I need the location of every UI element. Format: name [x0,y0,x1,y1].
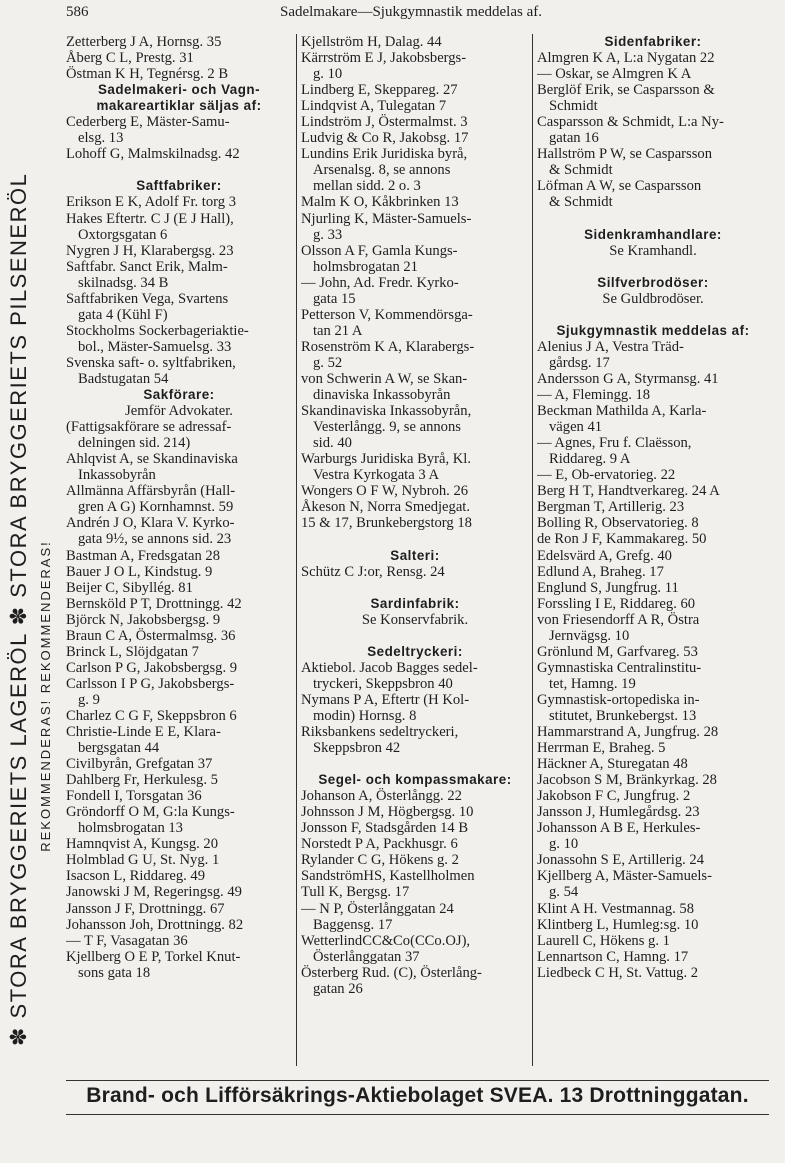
directory-line: Berg H T, Handtverkareg. 24 A [537,483,720,500]
directory-line: sid. 40 [313,435,352,452]
directory-line: — Agnes, Fru f. Claësson, [537,435,692,452]
side-advertisement: ✽ STORA BRYGGERIETS LAGERÖL ✽ STORA BRYGGERIETS PILSENERÖL [6,172,31,1046]
directory-line: Englund S, Jungfrug. 11 [537,579,679,596]
directory-line: Nymans P A, Eftertr (H Kol- [301,691,470,708]
directory-line: elsg. 13 [78,130,124,147]
directory-line: — Oskar, se Almgren K A [537,66,692,83]
section-heading: Segel- och kompassmakare: [318,772,512,788]
directory-line: Inkassobyrån [78,467,156,484]
directory-line: Berglöf Erik, se Casparsson & [537,82,715,99]
column-divider [532,34,533,1066]
directory-line: — T F, Vasagatan 36 [66,932,188,949]
directory-line: Hallström P W, se Casparsson [537,146,712,163]
directory-line: Tull K, Bergsg. 17 [301,884,410,901]
directory-line: Lundins Erik Juridiska byrå, [301,146,468,163]
directory-line: Christie-Linde E E, Klara- [66,724,221,741]
directory-line: Wongers O F W, Nybroh. 26 [301,483,469,500]
directory-line: Norstedt P A, Packhusgr. 6 [301,836,458,853]
directory-line: g. 10 [549,836,579,853]
directory-line: holmsbrogatan 13 [78,820,183,837]
directory-line: Johanson A, Österlångg. 22 [301,788,462,805]
directory-line [301,531,529,547]
directory-line: Löfman A W, se Casparsson [537,178,702,195]
directory-line: Saftfabr. Sanct Erik, Malm- [66,258,228,275]
directory-line: Jernvägsg. 10 [549,627,630,644]
directory-line: Casparsson & Schmidt, L:a Ny- [537,114,724,131]
directory-line: Baggensg. 17 [313,916,393,933]
directory-line: Se Konservfabrik. [361,611,469,628]
directory-line: Civilbyrån, Grefgatan 37 [66,756,213,773]
directory-line: Njurling K, Mäster-Samuels- [301,210,472,227]
page-title: Sadelmakare—Sjukgymnastik meddelas af. [279,4,543,20]
directory-line: Jonsson F, Stadsgården 14 B [301,820,469,837]
directory-column-left [66,34,292,1079]
directory-line: Se Kramhandl. [609,242,697,259]
directory-line: gata 9½, se annons sid. 23 [78,531,232,548]
directory-line: gatan 26 [313,980,363,997]
directory-line: Åberg C L, Prestg. 31 [66,50,194,67]
page-header [66,4,756,32]
directory-line: Forssling I E, Riddareg. 60 [537,595,696,612]
footer-rule-bottom [66,1114,769,1115]
directory-line: delningen sid. 214) [78,435,191,452]
directory-line: mellan sidd. 2 o. 3 [313,178,421,195]
directory-line: Björck N, Jakobsbergsg. 9 [66,611,221,628]
directory-line: 15 & 17, Brunkebergstorg 18 [301,515,472,532]
directory-line: Allmänna Affärsbyrån (Hall- [66,483,236,500]
section-heading: Sidenkramhandlare: [584,226,722,242]
directory-line: Kjellström H, Dalag. 44 [301,34,442,50]
directory-line: Bastman A, Fredsgatan 28 [66,547,221,564]
directory-line: Häckner A, Sturegatan 48 [537,756,688,773]
directory-line: Gröndorff O M, G:la Kungs- [66,804,235,821]
directory-line: Jonassohn S E, Artillerig. 24 [537,852,705,869]
directory-line [537,307,769,323]
directory-line: Schmidt [549,98,598,115]
directory-line: von Schwerin A W, se Skan- [301,370,468,387]
directory-line: Vesterlångg. 9, se annons [313,419,461,436]
directory-line: Kjellberg O E P, Torkel Knut- [66,948,241,965]
directory-line: Gymnastisk-ortopediska in- [537,691,700,708]
directory-line: gata 4 (Kühl F) [78,306,168,323]
directory-line: Skeppsbron 42 [313,740,401,757]
directory-line: Österlånggatan 37 [313,948,420,965]
directory-line: de Ron J F, Kammakareg. 50 [537,531,707,548]
directory-line: bergsgatan 44 [78,740,160,757]
directory-line: gata 15 [313,290,356,307]
directory-line: Beijer C, Sibyllég. 81 [66,579,193,596]
section-heading: Silfverbrodöser: [597,274,709,290]
directory-line: Edlund A, Braheg. 17 [537,563,664,580]
directory-line: Stockholms Sockerbageriaktie- [66,322,249,339]
directory-line: Svenska saft- o. syltfabriken, [66,354,236,371]
column-divider [296,34,297,1066]
directory-line: Östman K H, Tegnérsg. 2 B [66,66,229,83]
directory-line: Braun C A, Östermalmsg. 36 [66,627,236,644]
directory-line: g. 52 [313,354,343,371]
directory-line: g. 33 [313,226,343,243]
directory-line: von Friesendorff A R, Östra [537,611,700,628]
directory-line: Badstugatan 54 [78,370,169,387]
directory-line: g. 9 [78,691,100,708]
directory-line: skilnadsg. 34 B [78,274,169,291]
directory-line: — John, Ad. Fredr. Kyrko- [301,274,459,291]
directory-line: Lohoff G, Malmskilnadsg. 42 [66,146,240,163]
directory-line: Malm K O, Kåkbrinken 13 [301,194,459,211]
directory-line: Klint A H. Vestmannag. 58 [537,900,695,917]
directory-line: Cederberg E, Mäster-Samu- [66,114,230,131]
directory-line [301,580,529,596]
directory-line: Almgren K A, L:a Nygatan 22 [537,50,715,67]
directory-line: Olsson A F, Gamla Kungs- [301,242,458,259]
directory-line: Kärrström E J, Jakobsbergs- [301,50,467,67]
directory-line: (Fattigsakförare se adressaf- [66,419,232,436]
directory-line: Åkeson N, Norra Smedjegat. [301,499,471,516]
directory-line: Jansson J F, Drottningg. 67 [66,900,225,917]
directory-line: Kjellberg A, Mäster-Samuels- [537,868,712,885]
directory-line: gren A G) Kornhamnst. 59 [78,499,234,516]
directory-line: SandströmHS, Kastellholmen [301,868,475,885]
directory-line: — E, Ob-ervatorieg. 22 [537,467,676,484]
directory-line: Hammarstrand A, Jungfrug. 28 [537,724,719,741]
directory-line: sons gata 18 [78,964,151,981]
section-heading: Sadelmakeri- och Vagn- [97,82,261,98]
side-advertisement-subline: REKOMMENDERAS! REKOMMENDERAS! [38,540,53,852]
section-heading: makareartiklar säljas af: [96,98,262,114]
directory-line: Zetterberg J A, Hornsg. 35 [66,34,222,50]
directory-line: Bolling R, Observatorieg. 8 [537,515,699,532]
directory-line: Rylander C G, Hökens g. 2 [301,852,459,869]
section-heading: Sakförare: [143,387,215,403]
directory-line: g. 54 [549,884,579,901]
directory-line: WetterlindCC&Co(CCo.OJ), [301,932,471,949]
directory-line: tan 21 A [313,322,363,339]
directory-line: Fondell I, Torsgatan 36 [66,788,202,805]
directory-line: Lennartson C, Hamng. 17 [537,948,689,965]
directory-line: tryckeri, Skeppsbron 40 [313,675,453,692]
directory-line: Klintberg L, Humleg:sg. 10 [537,916,699,933]
directory-line: & Schmidt [549,162,613,179]
directory-line: Warburgs Juridiska Byrå, Kl. [301,451,472,468]
directory-line: Dahlberg Fr, Herkulesg. 5 [66,772,218,789]
section-heading: Saftfabriker: [136,178,222,194]
directory-line: Nygren J H, Klarabergsg. 23 [66,242,234,259]
directory-line: Oxtorgsgatan 6 [78,226,168,243]
directory-line: — N P, Österlånggatan 24 [301,900,454,917]
directory-line: Janowski J M, Regeringsg. 49 [66,884,242,901]
directory-line: Lindqvist A, Tulegatan 7 [301,98,447,115]
directory-line: Arsenalsg. 8, se annons [313,162,451,179]
directory-line: g. 10 [313,66,343,83]
directory-line: Bernsköld P T, Drottningg. 42 [66,595,242,612]
directory-column-middle [301,34,529,1079]
directory-line: stitutet, Brunkebergst. 13 [549,707,697,724]
footer-rule-top [66,1080,769,1081]
directory-line: Isacson L, Riddareg. 49 [66,868,206,885]
directory-line: Petterson V, Kommendörsga- [301,306,473,323]
directory-line: Jacobson S M, Bränkyrkag. 28 [537,772,717,789]
directory-line: Gymnastiska Centralinstitu- [537,659,702,676]
directory-line: gårdsg. 17 [549,354,610,371]
section-heading: Sardinfabrik: [370,595,460,611]
directory-line: Jansson J, Humlegårdsg. 23 [537,804,700,821]
directory-line: holmsbrogatan 21 [313,258,418,275]
directory-line: Carlsson I P G, Jakobsbergs- [66,675,235,692]
directory-line: Hakes Eftertr. C J (E J Hall), [66,210,234,227]
directory-line: Charlez C G F, Skeppsbron 6 [66,707,237,724]
directory-line: — A, Flemingg. 18 [537,387,651,404]
footer-advertisement: Brand- och Lifförsäkrings-Aktiebolaget SVEA. 13 Drottninggatan. [86,1084,749,1107]
directory-line: vägen 41 [549,419,603,436]
directory-line: Johnsson J M, Högbergsg. 10 [301,804,474,821]
directory-line: Lindberg E, Skeppareg. 27 [301,82,458,99]
directory-line: Liedbeck C H, St. Vattug. 2 [537,964,699,981]
directory-line: Schütz C J:or, Rensg. 24 [301,563,445,580]
section-heading: Salteri: [390,547,440,563]
directory-line: Bergman T, Artillerig. 23 [537,499,685,516]
directory-column-right [537,34,769,1079]
directory-line: Aktiebol. Jacob Bagges sedel- [301,659,478,676]
directory-line: Se Guldbrodöser. [602,290,704,307]
page-number: 586 [66,4,89,20]
directory-line: modin) Hornsg. 8 [313,707,417,724]
directory-line: Andersson G A, Styrmansg. 41 [537,370,719,387]
directory-line: Hamnqvist A, Kungsg. 20 [66,836,219,853]
directory-line: Johansson Joh, Drottningg. 82 [66,916,244,933]
directory-line: Carlson P G, Jakobsbergsg. 9 [66,659,238,676]
section-heading: Sjukgymnastik meddelas af: [556,322,750,338]
directory-line [301,756,529,772]
directory-line: Ludvig & Co R, Jakobsg. 17 [301,130,469,147]
directory-line: Skandinaviska Inkassobyrån, [301,403,472,420]
directory-line: bol., Mäster-Samuelsg. 33 [78,338,232,355]
directory-line: Beckman Mathilda A, Karla- [537,403,707,420]
directory-line: Rosenström K A, Klarabergs- [301,338,475,355]
directory-line: Ahlqvist A, se Skandinaviska [66,451,238,468]
directory-line: Riksbankens sedeltryckeri, [301,724,459,741]
directory-line: dinaviska Inkassobyrån [313,387,451,404]
directory-line: Alenius J A, Vestra Träd- [537,338,684,355]
directory-line: Grönlund M, Garfvareg. 53 [537,643,698,660]
directory-line: Jakobson F C, Jungfrug. 2 [537,788,691,805]
directory-line: Johansson A B E, Herkules- [537,820,701,837]
directory-line: Riddareg. 9 A [549,451,631,468]
directory-line: Lindström J, Östermalmst. 3 [301,114,468,131]
directory-line: Holmblad G U, St. Nyg. 1 [66,852,220,869]
directory-line: & Schmidt [549,194,613,211]
directory-line: Österberg Rud. (C), Österlång- [301,964,482,981]
directory-line [66,162,292,178]
directory-line: Edelsvärd A, Grefg. 40 [537,547,672,564]
directory-line [537,259,769,275]
directory-line: Andrén J O, Klara V. Kyrko- [66,515,235,532]
directory-line: Jemför Advokater. [125,403,233,420]
directory-line: Erikson E K, Adolf Fr. torg 3 [66,194,236,211]
directory-line: Herrman E, Braheg. 5 [537,740,666,757]
directory-line: Saftfabriken Vega, Svartens [66,290,229,307]
directory-line: Brinck L, Slöjdgatan 7 [66,643,199,660]
section-heading: Sedeltryckeri: [367,643,463,659]
directory-line: Laurell C, Hökens g. 1 [537,932,670,949]
directory-line: Bauer J O L, Kindstug. 9 [66,563,213,580]
directory-line [301,628,529,644]
section-heading: Sidenfabriker: [604,34,702,49]
directory-line: gatan 16 [549,130,599,147]
directory-line [537,211,769,227]
directory-line: Vestra Kyrkogata 3 A [313,467,440,484]
directory-line: tet, Hamng. 19 [549,675,636,692]
